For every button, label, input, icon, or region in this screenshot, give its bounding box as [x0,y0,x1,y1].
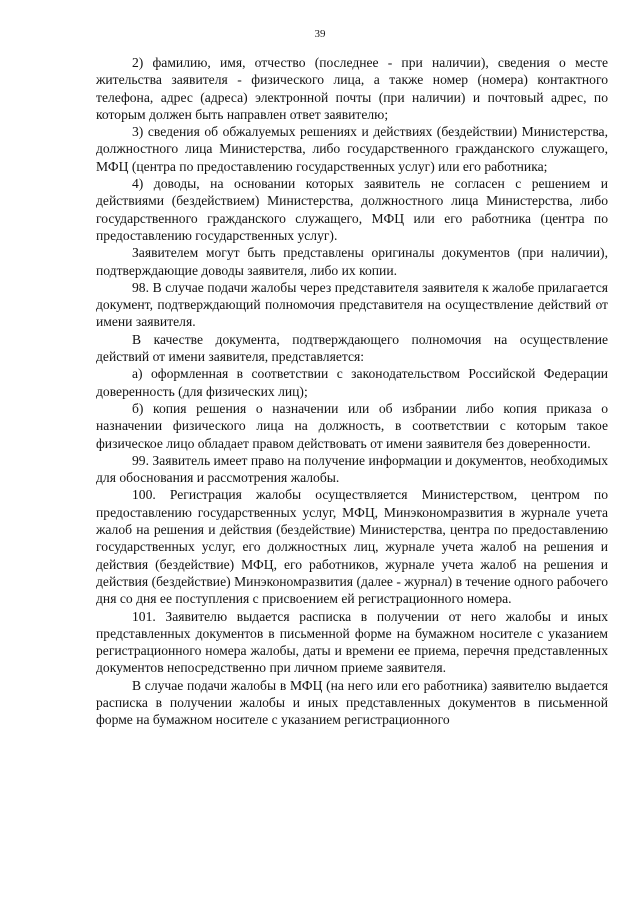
document-body [96,54,608,729]
paragraph-supporting-documents: Заявителем могут быть представлены оригиналы документов (при наличии), подтверждающие доводы заявителя, либо их копии. [96,245,608,278]
paragraph-item-2-contact-info: 2) фамилию, имя, отчество (последнее - при наличии), сведения о месте жительства заявителя - физического лица, а также номер (номера) контактного телефона, адрес (адреса) электронной почты (при наличии) и почтовый адрес, по которым должен быть направлен ответ заявителю; [96,55,608,122]
paragraph-authority-document: В качестве документа, подтверждающего полномочия на осуществление действий от имени заявителя, представляется: [96,331,608,365]
paragraph-item-b-appointment-copy: б) копия решения о назначении или об избрании либо копия приказа о назначении физического лица на должность, в соответствии с которым такое физическое лицо обладает правом действовать от имени заявителя без доверенности. [96,400,608,451]
paragraph-100-registration: 100. Регистрация жалобы осуществляется Министерством, центром по предоставлению государственных услуг, МФЦ, Минэкономразвития в журнале учета жалоб на решения и действия (бездействие) Министерства, центра по предоставлению государственных услуг, его должностных лиц, журнале учета жалоб на решения и действия (бездействие) МФЦ, его работников, журнале учета жалоб на решения и действия (бездействие) Минэкономразвития (далее - журнал) в течение одного рабочего дня со дня ее поступления с присвоением ей регистрационного номера. [96,487,608,607]
paragraph-item-4-arguments: 4) доводы, на основании которых заявитель не согласен с решением и действиями (бездействием) Министерства, должностного лица Министерства, либо государственного гражданского служащего, МФЦ или его работника (центра по предоставлению государственных услуг). [96,176,608,243]
paragraph-101-receipt: 101. Заявителю выдается расписка в получении от него жалобы и иных представленных документов в письменной форме на бумажном носителе с указанием регистрационного номера жалобы, даты и времени ее приема, перечня представленных документов непосредственно при личном приеме заявителя. [96,608,608,676]
paragraph-99-right-to-information: 99. Заявитель имеет право на получение информации и документов, необходимых для обоснования и рассмотрения жалобы. [96,452,608,486]
paragraph-item-a-power-of-attorney: а) оформленная в соответствии с законодательством Российской Федерации доверенность (для физических лиц); [96,366,608,399]
paragraph-98-representative: 98. В случае подачи жалобы через представителя заявителя к жалобе прилагается документ, подтверждающий полномочия представителя на осуществление действий от имени заявителя. [96,279,608,330]
page-number: 39 [314,28,326,40]
paragraph-item-3-appealed-decisions: 3) сведения об обжалуемых решениях и действиях (бездействии) Министерства, должностного лица Министерства, либо государственного гражданского служащего, МФЦ (центра по предоставлению государственных услуг) или его работника; [96,124,608,174]
paragraph-mfc-receipt: В случае подачи жалобы в МФЦ (на него или его работника) заявителю выдается расписка в получении жалобы и иных представленных документов в письменной форме на бумажном носителе с указанием регистрационного [96,677,608,728]
